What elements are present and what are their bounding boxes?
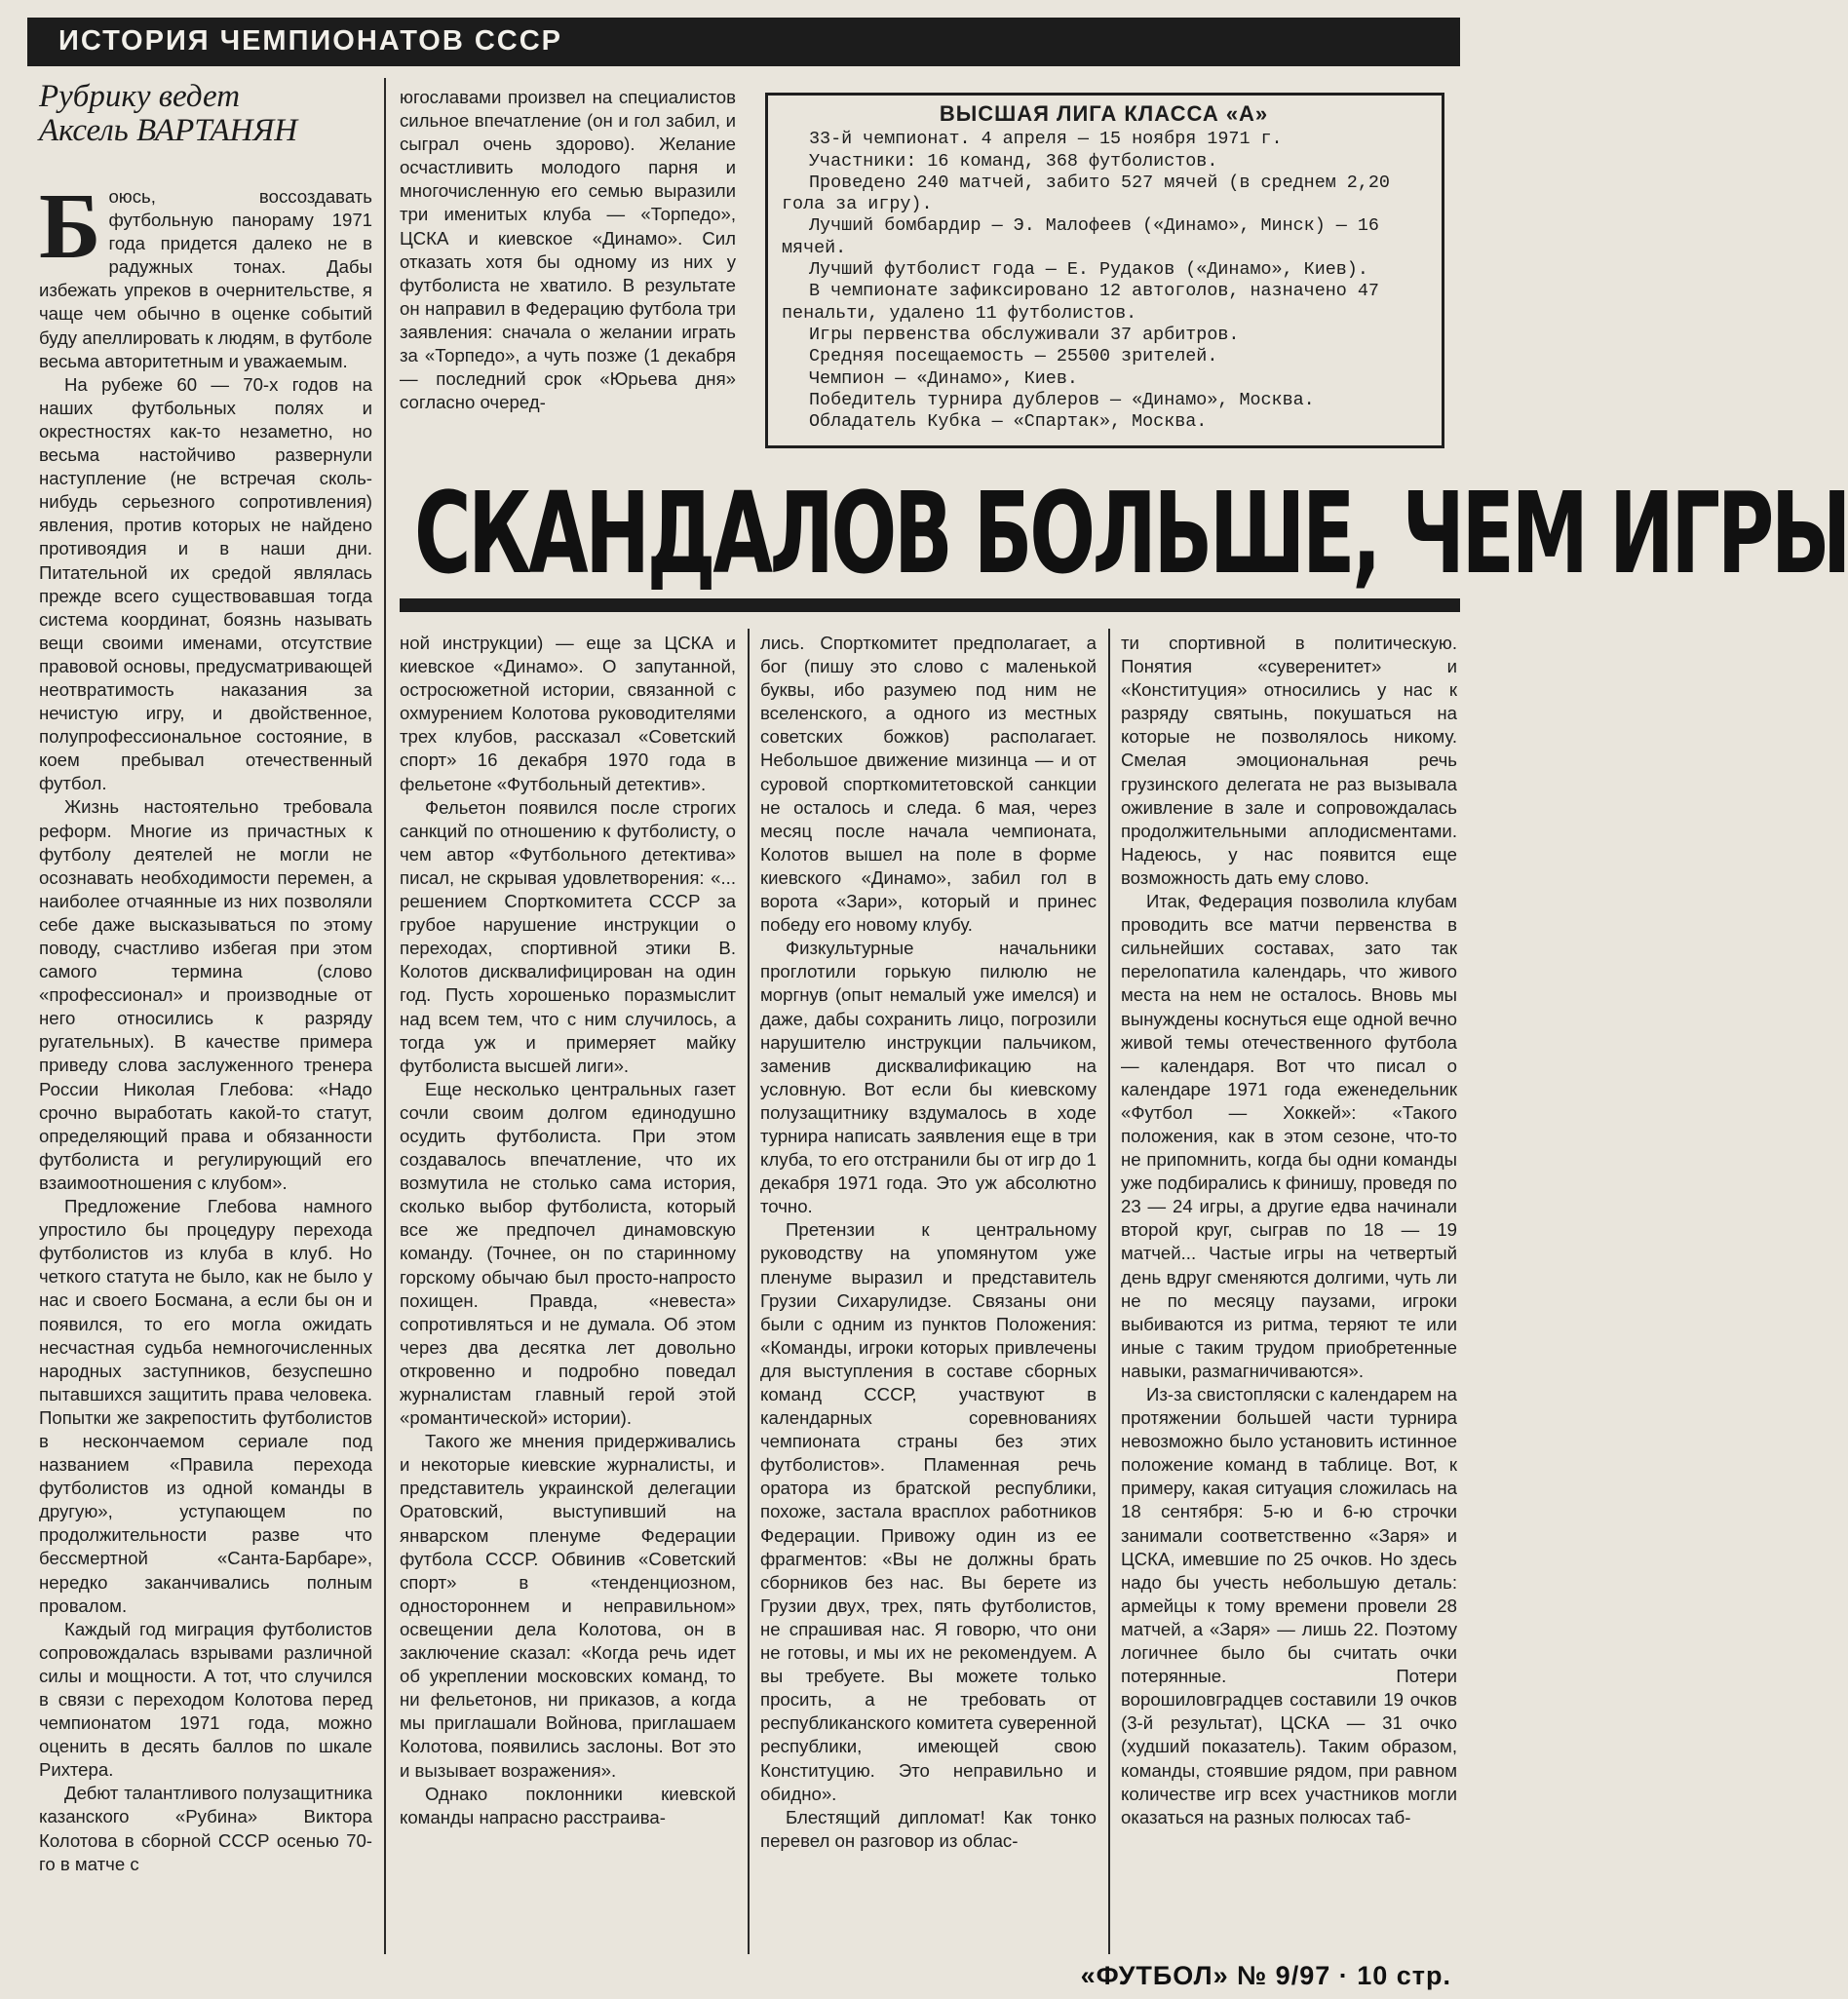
facts-line: Победитель турнира дублеров — «Динамо», Москва. — [809, 389, 1315, 410]
facts-line: Участники: 16 команд, 368 футболистов. — [809, 150, 1218, 172]
facts-line: 33-й чемпионат. 4 апреля — 15 ноября 1971 г. — [809, 129, 1283, 150]
article-paragraph: Такого же мнения придерживались и некоторые киевские журналисты, и представитель украинской делегации Оратовский, выступивший на январском пленуме Федерации футбола СССР. Обвинив «Советский спорт» в «тенденциозном, одностороннем и неправильном» освещении дела Колотова, он в заключение сказал: «Когда речь идет об укреплении московских команд, то ни фельетонов, ни приказов, а когда мы приглашали Войнова, приглашаем Колотова, появились заслоны. Вот это и вызывает возражения». — [400, 1431, 736, 1781]
article-column-2-top — [400, 86, 736, 456]
facts-line: Проведено 240 матчей, забито 527 мячей (в среднем 2,20 гола за игру). — [782, 172, 1390, 215]
column-divider — [1108, 629, 1110, 1954]
drop-cap: Б — [39, 173, 101, 278]
article-paragraph: Претензии к центральному руководству на упомянутом уже пленуме выразил и представитель Грузии Сихарулидзе. Связаны они были с одним из пунктов Положения: «Команды, игроки которых привлечены для выступления в составе сборных команд СССР, участвуют в календарных соревнованиях чемпионата страны без этих футболистов». Пламенная речь оратора из братской республики, похоже, застала врасплох работников Федерации. Привожу один из ее фрагментов: «Вы не должны брать сборников без нас. Вы берете из Грузии двух, трех, пять футболистов, не спрашивая нас. Я говорю, что они не готовы, и мы их не рекомендуем. А вы требуете. Вы можете только просить, а не требовать от республиканского комитета суверенной республики, имеющей свою Конституцию. Это неправильно и обидно». — [760, 1219, 1097, 1804]
headline-rule — [400, 598, 1460, 612]
article-paragraph: ти спортивной в политическую. Понятия «суверенитет» и «Конституция» относились у нас к разряду святынь, покушаться на которые не позволялось никому. Смелая эмоциональная речь грузинского делегата не раз вызывала оживление в зале и сопровождалась продолжительными аплодисментами. Надеюсь, у нас появится еще возможность дать ему слово. — [1121, 633, 1457, 888]
author-line-2: Аксель ВАРТАНЯН — [39, 113, 298, 148]
column-divider — [384, 78, 386, 1954]
facts-box-title: ВЫСШАЯ ЛИГА КЛАССА «А» — [939, 101, 1269, 126]
article-column-2 — [400, 632, 736, 1938]
article-paragraph: Еще несколько центральных газет сочли своим долгом единодушно осудить футболиста. При этом создавалось впечатление, что их возмутила не столько сама история, сколько выбор футболиста, который все же предпочел динамовскую команду. (Точнее, он по старинному горскому обычаю был просто-напросто похищен. Правда, «невеста» сопротивляться и не думала. Об этом через два десятка лет довольно откровенно и подробно поведал журналистам главный герой этой «романтической» истории). — [400, 1078, 736, 1429]
article-paragraph: Физкультурные начальники проглотили горькую пилюлю не моргнув (опыт немалый уже имелся) и даже, дабы сохранить лицо, погрозили нарушителю инструкции пальчиком, заменив дисквалификацию на условную. Вот если бы киевскому полузащитнику вздумалось в ходе турнира написать заявления еще в три клуба, то его отстранили бы от игр до 1 декабря 1971 года. Это уж абсолютно точно. — [760, 938, 1097, 1217]
article-column-4 — [1121, 632, 1457, 1957]
article-paragraph: Итак, Федерация позволила клубам проводить все матчи первенства в сильнейших составах, зато так перелопатила календарь, что живого места на нем не осталось. Вновь мы вынуждены коснуться еще одной вечно живой темы отечественного футбола — календаря. Вот что писал о календаре 1971 года еженедельник «Футбол — Хоккей»: «Такого положения, как в этом сезоне, что-то не припомнить, когда бы одни команды уже подбирались к финишу, проведя по 23 — 24 игры, а другие едва начинали второй круг, сыграв по 18 — 19 матчей... Частые игры на четвертый день вдруг сменяются долгими, чуть ли не по месяцу паузами, игроки выбиваются из ритма, теряют те или иные с таким трудом приобретенные навыки, размагничиваются». — [1121, 891, 1457, 1381]
article-paragraph: На рубеже 60 — 70-х годов на наших футбольных полях и окрестностях как-то незаметно, но весьма настойчиво развернули наступление (не встречая сколь-нибудь серьезного сопротивления) явления, против которых не найдено противоядия и в наши дни. Питательной их средой являлась прежде всего существовавшая тогда система координат, боязнь называть вещи своими именами, отсутствие правовой основы, предусматривающей неотвратимость наказания за нечистую игру, и двойственное, полупрофессиональное состояние, в коем пребывал отечественный футбол. — [39, 373, 372, 794]
page-footer: «ФУТБОЛ» № 9/97 · 10 стр. — [1080, 1961, 1451, 1990]
rubric-title: ИСТОРИЯ ЧЕМПИОНАТОВ СССР — [58, 25, 562, 57]
article-column-3 — [760, 632, 1097, 1938]
facts-line: Игры первенства обслуживали 37 арбитров. — [809, 324, 1240, 345]
article-paragraph: Из-за свистопляски с календарем на протяжении большей части турнира невозможно было установить истинное положение команд в таблице. Вот, к примеру, какая ситуация сложилась на 18 сентября: 5-ю и 6-ю строчки занимали соответственно «Заря» и ЦСКА, имевшие по 25 очков. Но здесь надо бы учесть небольшую деталь: армейцы к тому времени провели 28 матчей, а «Заря» — лишь 22. Поэтому логичнее было бы считать очки потерянные. Потери ворошиловградцев составили 19 очков (3-й результат), ЦСКА — 31 очко (худший показатель). Таким образом, команды, стоявшие рядом, при равном количестве игр всех участников могли оказаться на разных полюсах таб- — [1121, 1384, 1457, 1827]
article-paragraph: Каждый год миграция футболистов сопровождалась взрывами различной силы и мощности. А тот, что случился в связи с переходом Колотова перед чемпионатом 1971 года, можно оценить в десять баллов по шкале Рихтера. — [39, 1618, 372, 1781]
facts-line: Обладатель Кубка — «Спартак», Москва. — [809, 411, 1208, 433]
article-paragraph: Дебют талантливого полузащитника казанского «Рубина» Виктора Колотова в сборной СССР осенью 70-го в матче с — [39, 1783, 372, 1874]
article-paragraph: югославами произвел на специалистов сильное впечатление (он и гол забил, и сыграл очень здорово). Желание осчастливить молодого парня и многочисленную его семью выразили три именитых клуба — «Торпедо», ЦСКА и киевское «Динамо». Сил отказать хотя бы одному из них у футболиста не хватило. В результате он направил в Федерацию футбола три заявления: сначала о желании играть за «Торпедо», а чуть позже (1 декабря — последний срок «Юрьева дня» согласно очеред- — [400, 87, 736, 413]
article-paragraph: Блестящий дипломат! Как тонко перевел он разговор из облас- — [760, 1806, 1097, 1851]
season-facts-box — [765, 93, 1444, 448]
article-paragraph: Однако поклонники киевской команды напрасно расстраива- — [400, 1783, 736, 1827]
author-line-1: Рубрику ведет — [39, 79, 241, 114]
article-paragraph: ной инструкции) — еще за ЦСКА и киевское «Динамо». О запутанной, остросюжетной истории, связанной с охмурением Колотова руководителями трех клубов, рассказал «Советский спорт» 16 декабря 1970 года в фельетоне «Футбольный детектив». — [400, 633, 736, 794]
article-paragraph: Предложение Глебова намного упростило бы процедуру перехода футболистов из клуба в клуб. Но четкого статута не было, как не было у нас и своего Босмана, а если бы он и появился, то его могла ожидать несчастная судьба немногочисленных народных заступников, безуспешно пытавшихся защитить права человека. Попытки же закрепостить футболистов в нескончаемом сериале под названием «Правила перехода футболистов из одной команды в другую», уступающем по продолжительности разве что бессмертной «Санта-Барбаре», нередко заканчивались полным провалом. — [39, 1196, 372, 1616]
column-divider — [748, 629, 750, 1954]
article-paragraph: Фельетон появился после строгих санкций по отношению к футболисту, о чем автор «Футбольного детектива» писал, не скрывая удовлетворения: «... решением Спорткомитета СССР за грубое нарушение инструкции о переходах, спортивной этики В. Колотов дисквалифицирован на один год. Пусть хорошенько поразмыслит над всем тем, что с ним случилось, а тогда уж и примеряет майку футболиста высшей лиги». — [400, 796, 736, 1076]
facts-line: Чемпион — «Динамо», Киев. — [809, 367, 1078, 389]
facts-line: Средняя посещаемость — 25500 зрителей. — [809, 346, 1218, 367]
article-paragraph: Жизнь настоятельно требовала реформ. Многие из причастных к футболу деятелей не могли не осознавать необходимости перемен, а наиболее отчаянные из них позволяли себе даже высказываться по этому поводу, счастливо избегая при этом самого термина (слово «профессионал» и производные от него относились к разряду ругательных). В качестве примера приведу слова заслуженного тренера России Николая Глебова: «Надо срочно выработать какой-то статут, определяющий права и обязанности футболиста и регулирующий его взаимоотношения с клубом». — [39, 796, 372, 1193]
rubric-header-bar — [27, 18, 1460, 66]
article-headline: СКАНДАЛОВ БОЛЬШЕ, ЧЕМ ИГРЫ — [414, 468, 1848, 599]
facts-line: Лучший футболист года — Е. Рудаков («Динамо», Киев). — [809, 259, 1368, 281]
facts-line: В чемпионате зафиксировано 12 автоголов, назначено 47 пенальти, удалено 11 футболистов. — [782, 281, 1379, 324]
article-paragraph: лись. Спорткомитет предполагает, а бог (пишу это слово с маленькой буквы, ибо разумею под ним не вселенского, а одного из местных советских божков) располагает. Небольшое движение мизинца — и от суровой спорткомитетовской санкции не осталось и следа. 6 мая, через месяц после начала чемпионата, Колотов вышел на поле в форме киевского «Динамо», забил гол в ворота «Зари», который и принес победу его новому клубу. — [760, 633, 1097, 936]
article-column-1 — [39, 173, 372, 1940]
facts-line: Лучший бомбардир — Э. Малофеев («Динамо», Минск) — 16 мячей. — [782, 215, 1379, 258]
article-paragraph: Боюсь, воссоздавать футбольную панораму 1971 года придется далеко не в радужных тонах. Дабы избежать упреков в очернительстве, я чаще чем обычно в оценке событий буду апеллировать к людям, в футболе весьма авторитетным и уважаемым. — [39, 173, 372, 371]
author-byline — [39, 80, 390, 148]
